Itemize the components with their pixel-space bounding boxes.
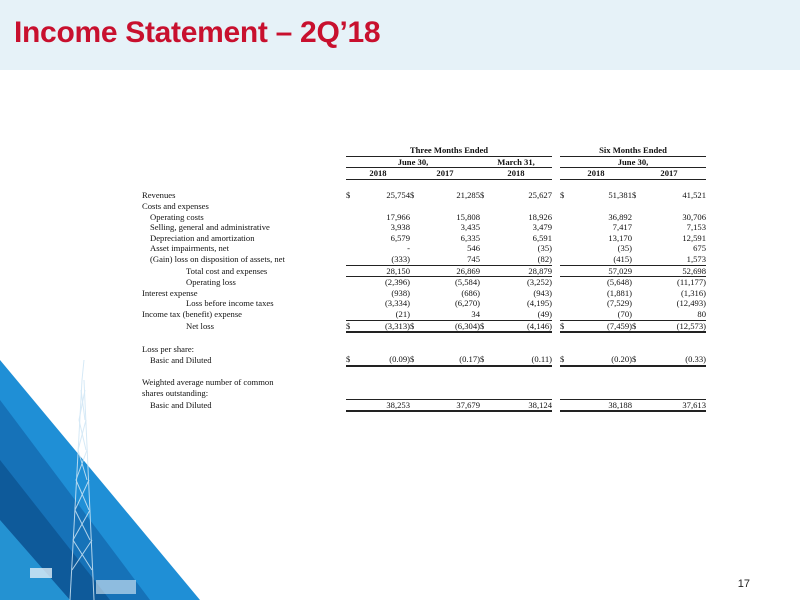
cell-value: 34	[471, 308, 480, 319]
cell-value: 12,591	[682, 232, 706, 243]
cell-value: 21,285	[456, 190, 480, 201]
cell-value: (3,252)	[490, 277, 552, 288]
table-row	[142, 233, 706, 244]
currency-symbol	[632, 277, 642, 288]
cell-value: (943)	[533, 287, 552, 298]
row-label: Basic and Diluted	[150, 354, 212, 365]
cell-value	[642, 201, 706, 212]
row-label: Asset impairments, net	[150, 243, 230, 254]
row-label: Weighted average number of common	[142, 377, 274, 388]
cell-value: 13,170	[608, 232, 632, 243]
currency-symbol: $	[560, 190, 565, 201]
currency-symbol	[480, 243, 490, 254]
cell-value: (686)	[461, 287, 480, 298]
table-row	[142, 388, 706, 399]
cell-value: 17,966	[386, 211, 410, 222]
currency-symbol	[346, 233, 356, 244]
cell-value	[570, 344, 632, 355]
cell-value	[356, 344, 410, 355]
table-row	[142, 377, 706, 388]
cell-value: 546	[467, 243, 480, 254]
cell-value	[356, 388, 410, 399]
cell-value	[570, 201, 632, 212]
currency-symbol	[632, 388, 642, 399]
cell-value: (11,177)	[642, 277, 706, 288]
cell-value: 28,879	[490, 265, 552, 277]
currency-symbol	[480, 254, 490, 265]
group-header-row	[142, 145, 706, 156]
cell-value: 7,417	[612, 222, 632, 233]
row-label: (Gain) loss on disposition of assets, net	[150, 254, 285, 265]
cell-value: (2,396)	[356, 277, 410, 288]
currency-symbol: $	[632, 320, 642, 332]
currency-symbol	[410, 288, 420, 299]
currency-symbol	[346, 344, 356, 355]
currency-symbol	[346, 388, 356, 399]
cell-value: 7,153	[686, 222, 706, 233]
table-row	[142, 354, 706, 366]
currency-symbol	[410, 344, 420, 355]
currency-symbol	[632, 377, 642, 388]
currency-symbol	[632, 233, 642, 244]
cell-value	[420, 344, 480, 355]
row-label: Total cost and expenses	[186, 265, 268, 276]
cell-value: (21)	[395, 308, 410, 319]
currency-symbol: $	[346, 320, 356, 332]
cell-value: 6,579	[390, 232, 410, 243]
currency-symbol	[410, 222, 420, 233]
sub-header: March 31,	[480, 156, 552, 168]
cell-value: 6,335	[460, 232, 480, 243]
cell-value: 38,124	[490, 399, 552, 411]
sub-header: June 30,	[560, 156, 706, 168]
table-row	[142, 399, 706, 411]
currency-symbol	[632, 254, 642, 265]
column-header: 2018	[560, 168, 632, 180]
cell-value: (49)	[537, 308, 552, 319]
page-number: 17	[737, 578, 750, 590]
table-row	[142, 190, 706, 201]
currency-symbol	[632, 222, 642, 233]
currency-symbol	[410, 254, 420, 265]
currency-symbol	[560, 277, 570, 288]
cell-value: 25,627	[528, 190, 552, 201]
currency-symbol	[410, 298, 420, 309]
currency-symbol	[410, 265, 420, 277]
cell-value: 57,029	[570, 265, 632, 277]
table-row	[142, 243, 706, 254]
currency-symbol	[346, 399, 356, 411]
currency-symbol: $	[560, 320, 570, 332]
cell-value: 675	[693, 243, 706, 254]
currency-symbol	[410, 243, 420, 254]
cell-value: (82)	[537, 253, 552, 264]
cell-value: (4,195)	[526, 298, 552, 309]
cell-value: -	[407, 243, 410, 254]
currency-symbol: $	[480, 320, 490, 332]
cell-value: 28,150	[356, 265, 410, 277]
currency-symbol	[480, 277, 490, 288]
column-header: 2017	[632, 168, 706, 180]
cell-value: (4,146)	[490, 320, 552, 332]
cell-value	[490, 388, 552, 399]
sub-header-row	[142, 156, 706, 168]
currency-symbol	[560, 243, 570, 254]
income-statement-table	[142, 145, 706, 412]
currency-symbol	[632, 265, 642, 277]
cell-value	[420, 201, 480, 212]
cell-value: 30,706	[682, 211, 706, 222]
currency-symbol	[560, 388, 570, 399]
row-label: shares outstanding:	[142, 388, 209, 399]
column-header: 2017	[410, 168, 480, 180]
currency-symbol	[560, 399, 570, 411]
currency-symbol: $	[346, 190, 351, 201]
currency-symbol	[560, 254, 570, 265]
currency-symbol	[632, 243, 642, 254]
currency-symbol	[480, 298, 490, 309]
currency-symbol	[410, 233, 420, 244]
table-row	[142, 212, 706, 223]
cell-value	[356, 201, 410, 212]
cell-value: 3,435	[460, 222, 480, 233]
currency-symbol	[346, 377, 356, 388]
currency-symbol	[346, 243, 356, 254]
currency-symbol	[346, 212, 356, 223]
cell-value: 37,679	[420, 399, 480, 411]
group-header: Six Months Ended	[560, 145, 706, 156]
currency-symbol	[410, 377, 420, 388]
cell-value: (7,529)	[606, 298, 632, 309]
currency-symbol	[480, 388, 490, 399]
cell-value: (12,573)	[642, 320, 706, 332]
currency-symbol: $	[560, 354, 570, 366]
currency-symbol	[346, 298, 356, 309]
cell-value: 745	[467, 253, 480, 264]
cell-value: (415)	[613, 253, 632, 264]
cell-value: (3,334)	[384, 298, 410, 309]
currency-symbol	[346, 254, 356, 265]
table-row	[142, 254, 706, 265]
currency-symbol	[560, 309, 570, 320]
table-row	[142, 320, 706, 332]
currency-symbol	[632, 288, 642, 299]
currency-symbol	[480, 377, 490, 388]
cell-value: (5,584)	[420, 277, 480, 288]
cell-value: 37,613	[642, 399, 706, 411]
cell-value: 41,521	[682, 190, 706, 201]
currency-symbol	[480, 399, 490, 411]
currency-symbol	[632, 344, 642, 355]
cell-value: 18,926	[528, 211, 552, 222]
cell-value: 80	[697, 308, 706, 319]
currency-symbol	[632, 399, 642, 411]
currency-symbol	[632, 212, 642, 223]
cell-value	[490, 201, 552, 212]
cell-value: (333)	[391, 253, 410, 264]
cell-value: (1,316)	[680, 287, 706, 298]
currency-symbol	[480, 222, 490, 233]
cell-value: 3,938	[390, 222, 410, 233]
currency-symbol	[480, 288, 490, 299]
currency-symbol	[480, 201, 490, 212]
currency-symbol	[560, 265, 570, 277]
currency-symbol	[346, 265, 356, 277]
currency-symbol	[346, 288, 356, 299]
currency-symbol: $	[410, 320, 420, 332]
currency-symbol: $	[346, 354, 356, 366]
cell-value: (938)	[391, 287, 410, 298]
cell-value: 15,808	[456, 211, 480, 222]
currency-symbol: $	[410, 190, 415, 201]
row-label: Costs and expenses	[142, 200, 209, 211]
cell-value: (0.17)	[420, 354, 480, 366]
cell-value: (6,304)	[420, 320, 480, 332]
cell-value: 36,892	[608, 211, 632, 222]
currency-symbol: $	[410, 354, 420, 366]
cell-value: (35)	[617, 243, 632, 254]
cell-value	[642, 344, 706, 355]
table-row	[142, 201, 706, 212]
currency-symbol	[410, 212, 420, 223]
currency-symbol	[560, 201, 570, 212]
table-row	[142, 344, 706, 355]
row-label: Loss per share:	[142, 343, 195, 354]
row-label: Basic and Diluted	[150, 399, 212, 410]
currency-symbol	[632, 309, 642, 320]
currency-symbol	[480, 309, 490, 320]
row-label: Revenues	[142, 190, 176, 201]
slide-title: Income Statement – 2Q’18	[14, 16, 381, 49]
currency-symbol: $	[480, 190, 485, 201]
header-band	[0, 0, 800, 70]
table-row	[142, 222, 706, 233]
cell-value: (35)	[537, 243, 552, 254]
currency-symbol	[632, 201, 642, 212]
currency-symbol	[346, 277, 356, 288]
table-row	[142, 298, 706, 309]
currency-symbol	[410, 309, 420, 320]
row-label: Selling, general and administrative	[150, 222, 270, 233]
currency-symbol: $	[632, 354, 642, 366]
currency-symbol	[410, 277, 420, 288]
cell-value	[570, 377, 632, 388]
currency-symbol	[560, 377, 570, 388]
cell-value: (6,270)	[454, 298, 480, 309]
cell-value	[420, 388, 480, 399]
currency-symbol	[480, 233, 490, 244]
row-label: Net loss	[186, 320, 214, 331]
cell-value: 25,754	[386, 190, 410, 201]
group-header: Three Months Ended	[346, 145, 552, 156]
cell-value: 38,188	[570, 399, 632, 411]
row-label: Operating loss	[186, 276, 236, 287]
row-label: Operating costs	[150, 211, 204, 222]
row-label: Loss before income taxes	[186, 298, 274, 309]
column-header: 2018	[346, 168, 410, 180]
currency-symbol	[346, 201, 356, 212]
cell-value: (70)	[617, 308, 632, 319]
cell-value: (5,648)	[570, 277, 632, 288]
cell-value: (0.09)	[356, 354, 410, 366]
currency-symbol	[560, 212, 570, 223]
cell-value: (0.33)	[642, 354, 706, 366]
currency-symbol	[560, 298, 570, 309]
currency-symbol: $	[480, 354, 490, 366]
currency-symbol	[480, 212, 490, 223]
currency-symbol	[560, 222, 570, 233]
cell-value: (7,459)	[570, 320, 632, 332]
currency-symbol	[410, 399, 420, 411]
row-label: Income tax (benefit) expense	[142, 309, 242, 320]
sub-header: June 30,	[346, 156, 480, 168]
cell-value: 3,479	[532, 222, 552, 233]
cell-value: 52,698	[642, 265, 706, 277]
cell-value: 26,869	[420, 265, 480, 277]
cell-value	[356, 377, 410, 388]
cell-value: (0.11)	[490, 354, 552, 366]
cell-value: 51,381	[608, 190, 632, 201]
cell-value: 1,573	[686, 253, 706, 264]
table-row	[142, 265, 706, 277]
cell-value	[642, 388, 706, 399]
cell-value	[490, 377, 552, 388]
currency-symbol	[560, 288, 570, 299]
currency-symbol	[560, 344, 570, 355]
column-header: 2018	[480, 168, 552, 180]
table-row	[142, 288, 706, 299]
cell-value: (3,313)	[356, 320, 410, 332]
cell-value: (12,493)	[676, 298, 706, 309]
cell-value	[642, 377, 706, 388]
cell-value	[490, 344, 552, 355]
currency-symbol	[480, 344, 490, 355]
row-label: Depreciation and amortization	[150, 232, 255, 243]
cell-value	[420, 377, 480, 388]
cell-value: (1,881)	[606, 287, 632, 298]
table-row	[142, 309, 706, 320]
cell-value	[570, 388, 632, 399]
currency-symbol	[410, 201, 420, 212]
currency-symbol	[410, 388, 420, 399]
column-header-row	[142, 168, 706, 180]
cell-value: 38,253	[356, 399, 410, 411]
currency-symbol	[480, 265, 490, 277]
cell-value: (0.20)	[570, 354, 632, 366]
currency-symbol	[346, 309, 356, 320]
cell-value: 6,591	[532, 232, 552, 243]
row-label: Interest expense	[142, 287, 198, 298]
currency-symbol	[346, 222, 356, 233]
currency-symbol: $	[632, 190, 637, 201]
table-row	[142, 277, 706, 288]
currency-symbol	[632, 298, 642, 309]
currency-symbol	[560, 233, 570, 244]
